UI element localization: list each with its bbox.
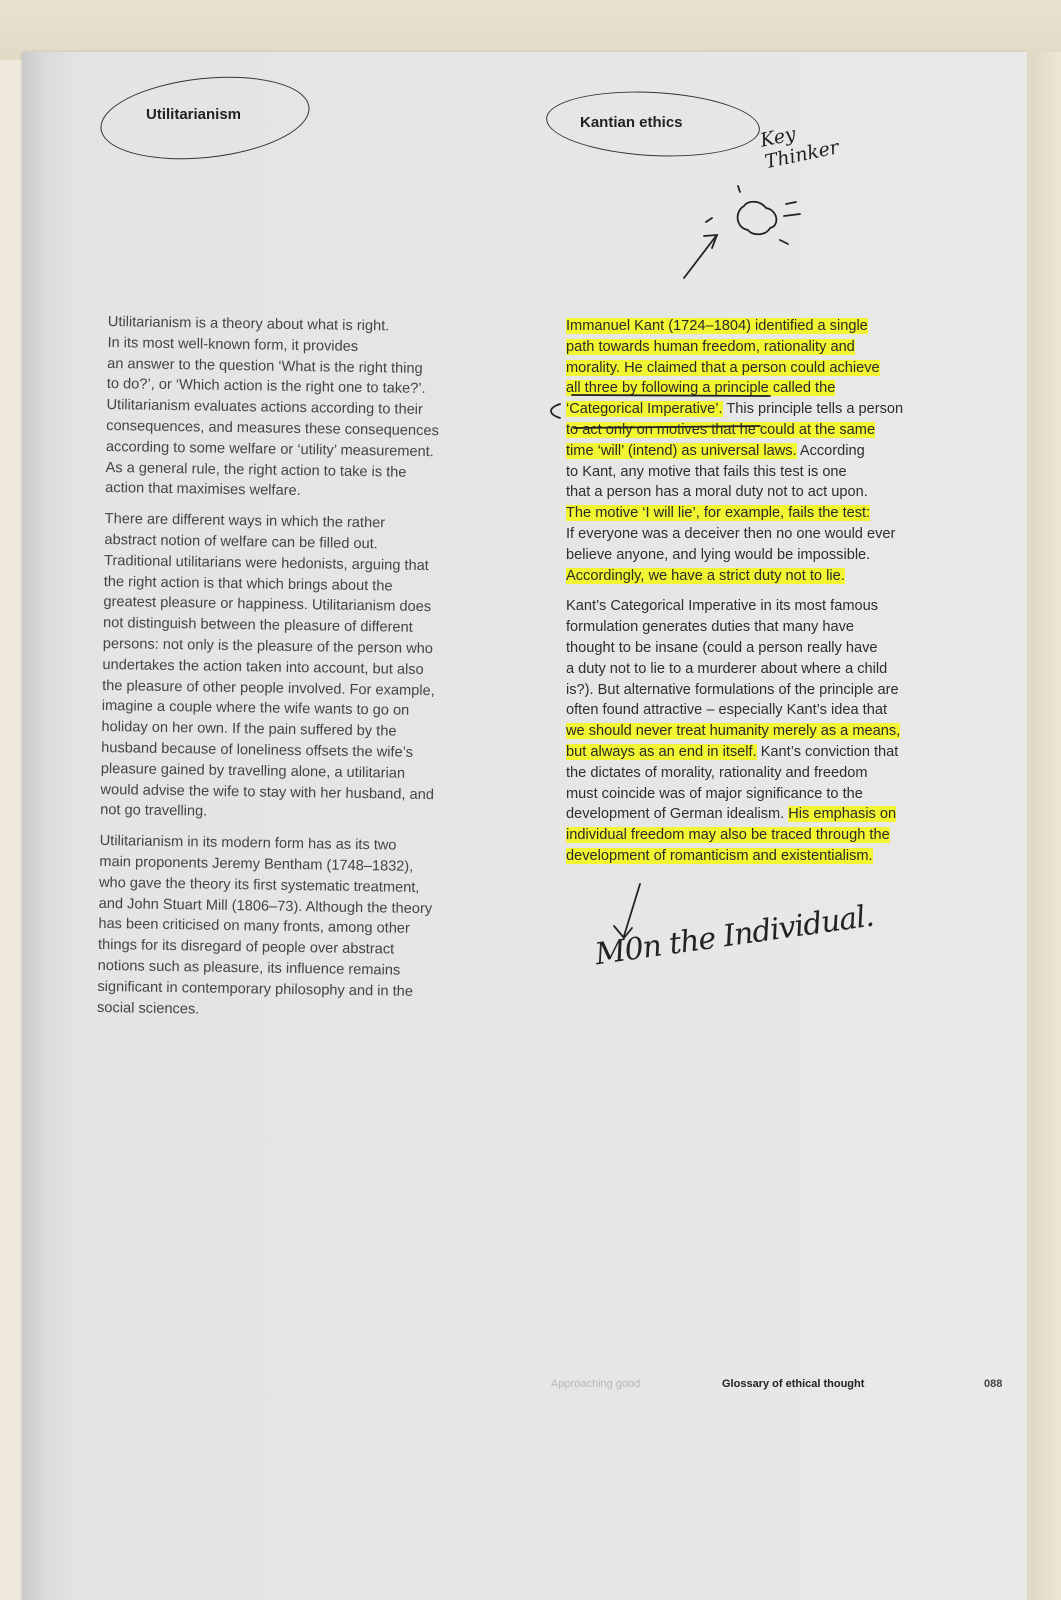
body-text: Kant’s conviction that the dictates of morality, rationality and freedom must coincide was of major significance to the development of German idealism. <box>566 743 899 823</box>
utilitarianism-paragraph-3: Utilitarianism in its modern form has as its two main proponents Jeremy Bentham (1748–1832), who gave the theory its first systematic treatment, and John Stuart Mill (1806–73). Although the theory has been criticised on many fronts, among other things for its disregard of people over abstract notions such as pleasure, its influence remains significant in contemporary philosophy and in the social sciences. <box>96 833 433 1018</box>
kantian-ethics-column <box>566 316 986 877</box>
page-number: 088 <box>984 1378 1003 1390</box>
highlighted-text: His emphasis on individual freedom may also be traced through the development of romanticism and existentialism. <box>566 806 897 864</box>
footer-book-title: Glossary of ethical thought <box>722 1378 865 1390</box>
utilitarianism-paragraph-2: There are different ways in which the rather abstract notion of welfare can be filled out. Traditional utilitarians were hedonists, arguing that the right action is that which brings about the greatest pleasure or happiness. Utilitarianism does not distinguish between the pleasure of different persons: not only is the pleasure of the person who undertakes the action taken into account, but also the pleasure of other people involved. For example, imagine a couple where the wife wants to go on holiday on her own. If the pain suffered by the husband because of loneliness offsets the wife’s pleasure gained by travelling alone, a utilitarian would advise the wife to stay with her husband, and not go travelling. <box>100 511 435 820</box>
utilitarianism-column <box>97 312 548 1035</box>
handwritten-margin-note: M0n the Individual. <box>592 898 876 973</box>
body-text: Kant’s Categorical Imperative in its most famous formulation generates duties that many have thought to be insane (could a person really have a duty not to lie to a murderer about where a child is?). But alternative formulations of the principle are often found attractive – especially Kant’s idea that <box>566 598 899 719</box>
highlighted-text: we should never treat humanity merely as a means, but always as an end in itself. <box>566 723 901 760</box>
background-surface <box>0 0 1061 60</box>
kant-paragraph-1 <box>566 316 986 586</box>
footer-section-label: Approaching good <box>551 1378 641 1390</box>
highlighted-text: to act only on motives that he could at the same time ‘will’ (intend) as universal laws. <box>566 421 876 459</box>
kant-paragraph-2 <box>566 596 986 866</box>
highlighted-text: The motive ‘I will lie’, for example, fails the test: <box>566 505 871 522</box>
heading-kantian-ethics: Kantian ethics <box>580 114 683 131</box>
highlighted-text: Accordingly, we have a strict duty not to lie. <box>566 567 845 584</box>
highlighted-text: Immanuel Kant (1724–1804) identified a single path towards human freedom, rationality and morality. He claimed that a person could achieve all three by following a principle called the ‘Categorical Imperative’. <box>566 318 880 418</box>
handwritten-key-thinker: Key Thinker <box>758 122 841 174</box>
body-text: This principle tells a person <box>726 401 904 418</box>
utilitarianism-paragraph-1: Utilitarianism is a theory about what is right. In its most well-known form, it provides an answer to the question ‘What is the right thing to do?’, or ‘Which action is the right one to take?’. Utilitarianism evaluates actions according to their consequences, and measures these consequences according to some welfare or ‘utility’ measurement. As a general rule, the right action to take is the action that maximises welfare. <box>105 313 439 500</box>
body-text: According to Kant, any motive that fails this test is one that a person has a moral duty not to act upon. <box>566 442 868 501</box>
page-edge <box>1027 52 1061 1600</box>
heading-utilitarianism: Utilitarianism <box>146 106 242 123</box>
body-text: If everyone was a deceiver then no one would ever believe anyone, and lying would be impossible. <box>566 525 896 563</box>
